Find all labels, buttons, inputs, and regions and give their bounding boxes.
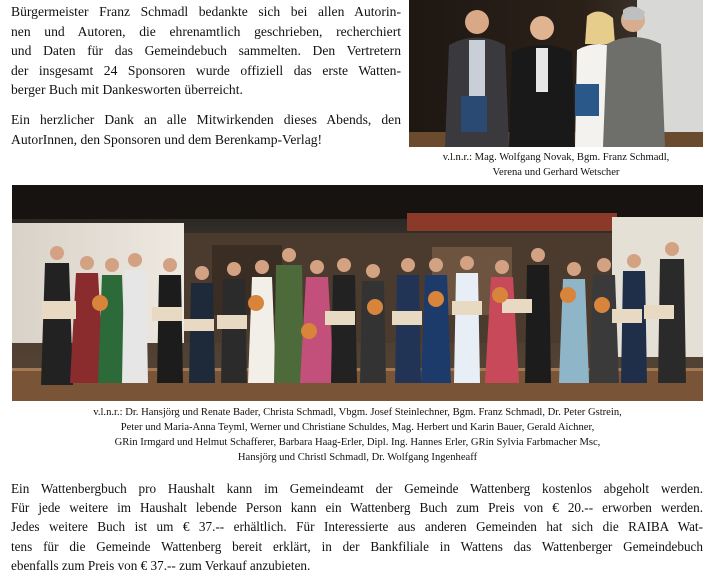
photo-book-handover bbox=[409, 0, 703, 147]
photo-sponsors-group bbox=[12, 185, 703, 401]
intro-line: berger Buch mit Dankesworten überreicht. bbox=[11, 82, 243, 98]
photo1-caption bbox=[409, 150, 703, 180]
intro-paragraph-2 bbox=[11, 110, 401, 149]
closing-line: Jedes weitere Buch ist um € 37.-- erhältlich. Für Interessierte aus anderen Gemeinden hat sich die RAIBA Wat- bbox=[11, 519, 703, 535]
intro-line: der insgesamt 24 Sponsoren wurde offiziell das erste Watten- bbox=[11, 62, 401, 78]
closing-line: ebenfalls zum Preis von € 37.-- zum Verkauf anzubieten. bbox=[11, 557, 311, 573]
intro-text bbox=[11, 2, 401, 159]
closing-line: Ein Wattenbergbuch pro Haushalt kann im Gemeindeamt der Gemeinde Wattenberg kostenlos abgeholt werden. bbox=[11, 481, 703, 496]
caption-line: Verena und Gerhard Wetscher bbox=[492, 167, 620, 178]
caption-line: v.l.n.r.: Dr. Hansjörg und Renate Bader, Christa Schmadl, Vbgm. Josef Steinlechner, Bgm. Franz Schmadl, Dr. Peter Gstrein, bbox=[93, 407, 622, 418]
intro-line: Ein herzlicher Dank an alle Mitwirkenden dieses Abends, den bbox=[11, 111, 401, 127]
intro-line: und Daten für das Gemeindebuch sammelten. Den Vertretern bbox=[11, 43, 401, 59]
closing-line: Für jede weitere im Haushalt lebende Person kann ein Wattenberg Buch zum Preis von € 20.-- erworben werden. bbox=[11, 500, 703, 516]
caption-line: Hansjörg und Christl Schmadl, Dr. Wolfgang Ingenheaff bbox=[237, 452, 478, 463]
intro-line: nen und Autoren, die ehrenamtlich geschrieben, recherchiert bbox=[11, 23, 401, 39]
closing-text bbox=[11, 479, 703, 575]
intro-line: Bürgermeister Franz Schmadl bedankte sich bei allen Autorin- bbox=[11, 4, 401, 19]
caption-line: GRin Irmgard und Helmut Schafferer, Barbara Haag-Erler, Dipl. Ing. Hannes Erler, GRin Sylvia Farbmacher Msc, bbox=[114, 437, 601, 448]
intro-line: AutorInnen, den Sponsoren und dem Berenkamp-Verlag! bbox=[11, 131, 323, 147]
caption-line: v.l.n.r.: Mag. Wolfgang Novak, Bgm. Franz Schmadl, bbox=[442, 152, 670, 163]
intro-paragraph-1 bbox=[11, 2, 401, 100]
closing-line: tens für die Gemeinde Wattenberg bereit erklärt, in der Bankfiliale in Wattens das Wattenberger Gemeindebuch bbox=[11, 538, 703, 554]
photo2-caption bbox=[12, 405, 703, 465]
caption-line: Peter und Maria-Anna Teyml, Werner und Christiane Schuldes, Mag. Herbert und Karin Bauer, Gerald Aichner, bbox=[120, 422, 595, 433]
